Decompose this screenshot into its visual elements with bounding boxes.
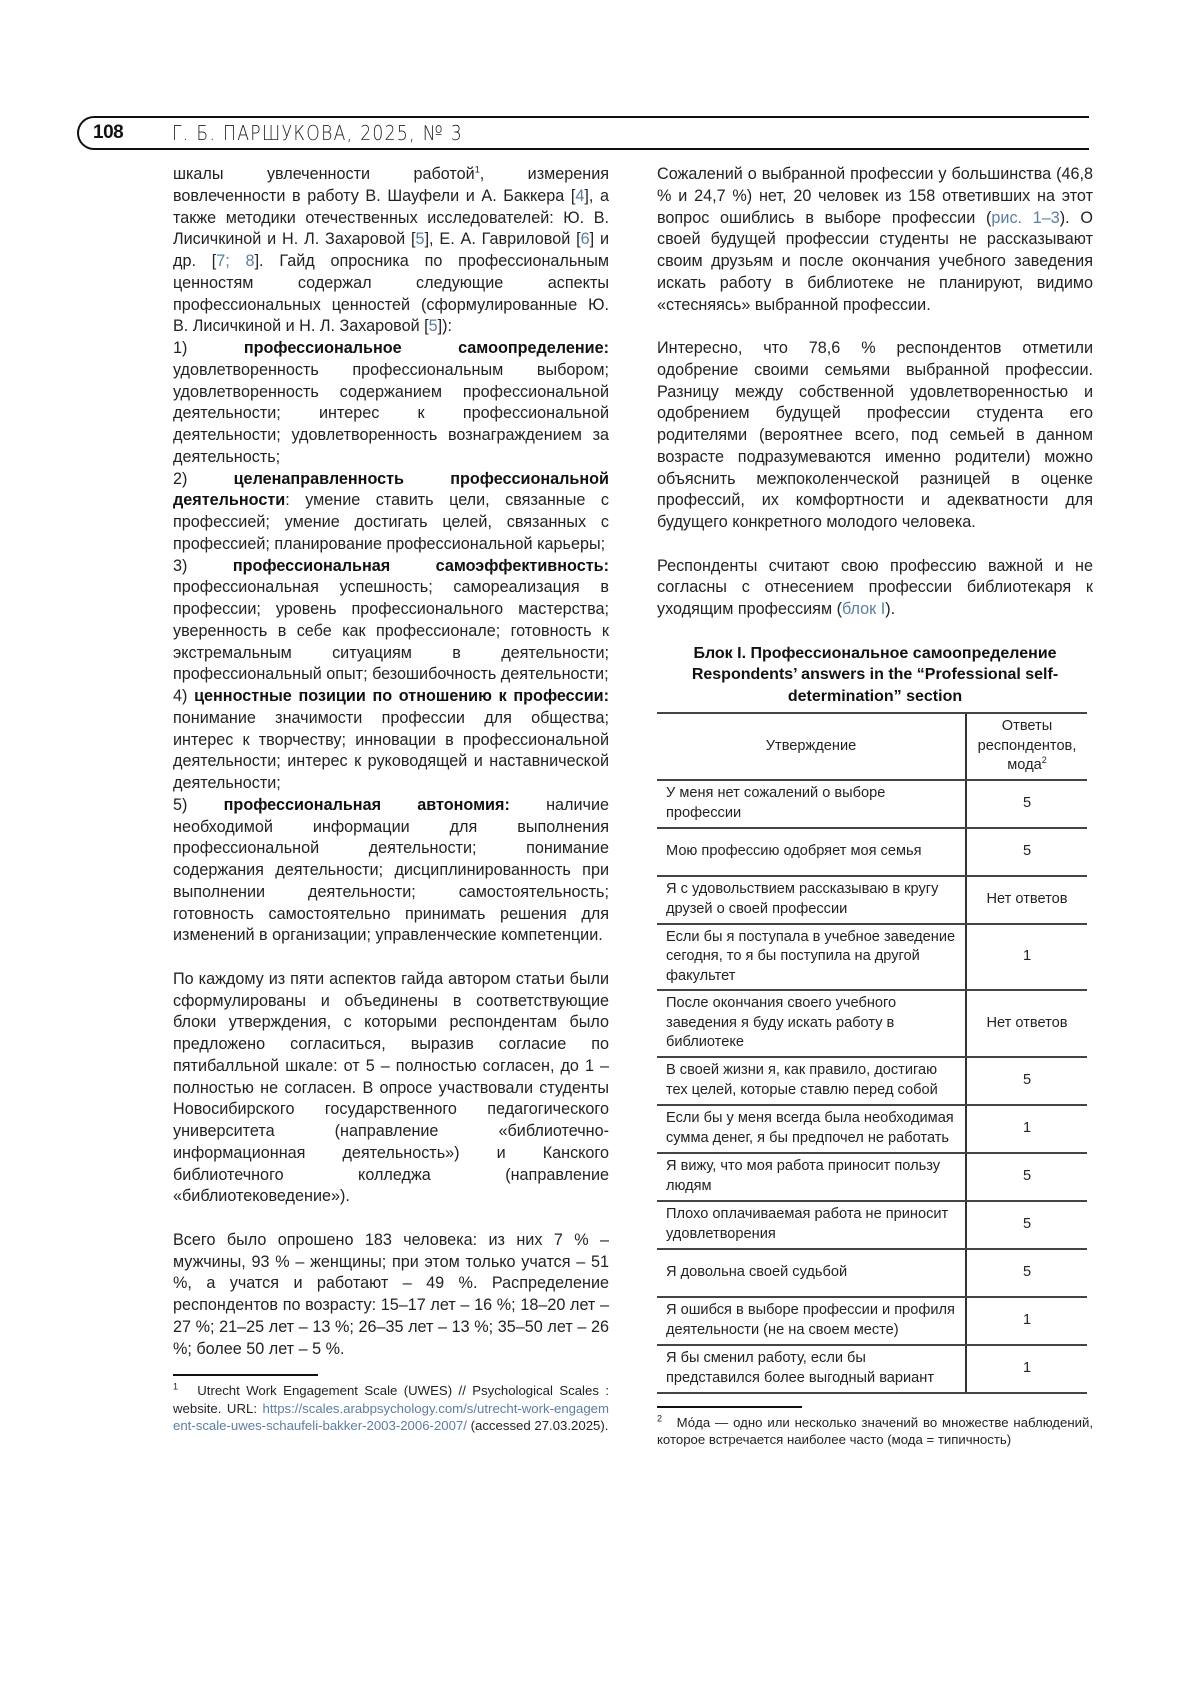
paragraph (173, 795, 609, 947)
bold-term: профессиональная автономия: (223, 795, 510, 814)
statement-cell: Я бы сменил работу, если бы представился более выгодный вариант (657, 1345, 966, 1393)
paragraph (173, 338, 609, 469)
citation-link[interactable]: 5 (415, 230, 425, 249)
left-column (173, 164, 609, 1435)
statement-cell: Если бы у меня всегда была необходимая сумма денег, я бы предпочел не работать (657, 1105, 966, 1153)
text-run: ). (885, 600, 896, 618)
text-run: : умение ставить цели, связанные с профессией; умение достигать целей, связанных с профессией; планирование профессиональной карьеры; (173, 491, 609, 553)
text-run: ]. Гайд опросника по профессиональным ценностям содержал следующие аспекты профессиональных ценностей (сформулированные Ю. В. Лисичкиной и Н. Л. Захаровой [ (173, 252, 609, 336)
table-row (657, 990, 1087, 1057)
text-run: Интересно, что 78,6 % респондентов отметили одобрение своими семьями выбранной профессии. Разницу между собственной удовлетворенностью и одобрением будущей профессии студента его родителями (вероятнее всего, под семьей в данном возрасте подразумеваются именно родители) можно объяснить межпоколенческой разницей в оценке профессий, их комфортности и адекватности для будущего конкретного молодого человека. (657, 339, 1093, 531)
footnote-mark: 2 (657, 1413, 663, 1424)
answer-cell: 1 (966, 1345, 1087, 1393)
text-run: 1) (173, 339, 244, 357)
footnote-text: Utrecht Work Engagement Scale (UWES) // Psychological Scales : website. URL: (173, 1383, 609, 1416)
text-run: По каждому из пяти аспектов гайда автором статьи были сформулированы и объединены в соответствующие блоки утверждения, с которыми респондентам было предложено согласиться, выразив согласие по пятибалльной шкале: от 5 – полностью согласен, до 1 – полностью не согласен. В опросе участвовали студенты Новосибирского государственного педагогического университета (направление «библиотечно-информационная деятельность») и Канского библиотечного колледжа (направление «библиотековедение»). (173, 969, 609, 1206)
answer-cell: 5 (966, 1153, 1087, 1201)
table-row (657, 780, 1087, 828)
table-row (657, 1297, 1087, 1345)
col-answers-header (966, 713, 1087, 780)
statement-cell: Я довольна своей судьбой (657, 1249, 966, 1297)
answer-cell: 1 (966, 1105, 1087, 1153)
bold-term: целенаправленность профессиональной деятельности (173, 469, 609, 510)
bold-term: профессиональная самоэффективность: (232, 556, 609, 575)
paragraph (173, 686, 609, 795)
footnote-text: Мо́да — одно или несколько значений во множестве наблюдений, которое встречается наиболее часто (мода = типичность) (657, 1414, 1094, 1448)
running-head: Г. Б. ПАРШУКОВА, 2025, № 3 (172, 121, 463, 145)
statement-cell: Я ошибся в выборе профессии и профиля деятельности (не на своем месте) (657, 1297, 966, 1345)
statement-cell: Я с удовольствием рассказываю в кругу друзей о своей профессии (657, 876, 966, 924)
text-run: , измерения вовлеченности в работу В. Шауфели и А. Баккера [ (173, 165, 610, 205)
paragraph (173, 164, 609, 338)
statement-cell: После окончания своего учебного заведения я буду искать работу в библиотеке (657, 990, 966, 1057)
citation-link[interactable]: блок I (841, 600, 886, 618)
table-title-ru: Блок I. Профессиональное самоопределение (693, 644, 1057, 662)
statement-cell: Если бы я поступала в учебное заведение сегодня, то я бы поступила на другой факультет (657, 924, 966, 991)
answer-cell: 5 (966, 1057, 1087, 1105)
answer-cell: 5 (966, 1249, 1087, 1297)
citation-link[interactable]: 7; 8 (216, 252, 255, 270)
citation-link[interactable]: 4 (575, 186, 585, 205)
text-run: 3) (173, 556, 233, 575)
table-title (657, 643, 1093, 708)
left-body-text (173, 164, 609, 1360)
col-statement-header: Утверждение (657, 713, 966, 780)
right-column (657, 164, 1093, 1449)
answer-cell: 5 (966, 780, 1087, 828)
paragraph (173, 556, 609, 687)
paragraph (173, 969, 609, 1208)
table-row (657, 1153, 1087, 1201)
paragraph (173, 1230, 609, 1361)
statement-cell: У меня нет сожалений о выборе профессии (657, 780, 966, 828)
citation-link[interactable]: 6 (580, 230, 590, 249)
table-row (657, 828, 1087, 876)
table-row (657, 1057, 1087, 1105)
answer-cell: 1 (966, 924, 1087, 991)
table-row (657, 876, 1087, 924)
table-row (657, 1105, 1087, 1153)
text-run: наличие необходимой информации для выполнения профессиональной деятельности; понимание содержания деятельности; дисциплинированность при выполнении деятельности; самостоятельность; готовность самостоятельно принимать решения для изменений в организации; управленческие компетенции. (173, 795, 609, 945)
statement-cell: В своей жизни я, как правило, достигаю тех целей, которые ставлю перед собой (657, 1057, 966, 1105)
footnote-rule (173, 1374, 318, 1376)
table-title-en: Respondents’ answers in the “Professional self-determination” section (691, 666, 1059, 705)
answer-cell: 5 (966, 828, 1087, 876)
text-run: ] и др. [ (173, 230, 609, 270)
footnote-mark: 2 (1041, 755, 1047, 766)
paragraph (657, 556, 1093, 621)
text-run: ]): (437, 317, 453, 336)
text-run: профессиональная успешность; самореализация в профессии; уровень профессионального мастерства; уверенность в себе как профессионале; готовность к экстремальным ситуациям в деятельности; профессиональный опыт; безошибочность деятельности; (173, 578, 609, 684)
text-run: Сожалений о выбранной профессии у большинства (46,8 % и 24,7 %) нет, 20 человек из 158 ответивших на этот вопрос ошиблись в выборе профессии ( (657, 165, 1093, 227)
text-run: 4) (173, 687, 195, 705)
statement-cell: Плохо оплачиваемая работа не приносит удовлетворения (657, 1201, 966, 1249)
statement-cell: Мою профессию одобряет моя семья (657, 828, 966, 876)
text-run: 5) (173, 795, 224, 814)
footnote-2 (657, 1414, 1093, 1449)
bold-term: ценностные позиции по отношению к профессии: (194, 687, 609, 705)
answer-cell: 5 (966, 1201, 1087, 1249)
footnote-1 (173, 1382, 609, 1435)
paragraph (657, 164, 1093, 316)
table-row (657, 1345, 1087, 1393)
table-row (657, 1249, 1087, 1297)
text-run: ). О своей будущей профессии студенты не рассказывают своим друзьям и после окончания учебного заведения искать работу в библиотеке не планируют, видимо «стесняясь» выбранной профессии. (657, 208, 1093, 314)
table-row (657, 1201, 1087, 1249)
right-body-text (657, 164, 1093, 621)
text-run: Респонденты считают свою профессию важной и не согласны с отнесением профессии библиотекаря к уходящим профессиям ( (657, 556, 1093, 618)
answer-cell: 1 (966, 1297, 1087, 1345)
responses-table (657, 712, 1087, 1394)
footnote-rule (657, 1406, 802, 1408)
citation-link[interactable]: 5 (428, 317, 438, 336)
answer-cell: Нет ответов (966, 990, 1087, 1057)
table-row (657, 924, 1087, 991)
paragraph (657, 338, 1093, 534)
text-run: понимание значимости профессии для общества; интерес к творчеству; инновации в профессиональной деятельности; интерес к руководящей и наставнической деятельности; (173, 708, 609, 792)
footnote-suffix: (accessed 27.03.2025). (466, 1418, 609, 1434)
citation-link[interactable]: рис. 1–3 (991, 208, 1060, 227)
text-run: ], а также методики отечественных исследователей: Ю. В. Лисичкиной и Н. Л. Захаровой [ (173, 186, 609, 249)
statement-cell: Я вижу, что моя работа приносит пользу людям (657, 1153, 966, 1201)
paragraph (173, 469, 609, 556)
text-run: удовлетворенность профессиональным выбором; удовлетворенность содержанием профессиональной деятельности; интерес к профессиональной деятельности; удовлетворенность вознаграждением за деятельность; (173, 360, 609, 466)
footnote-url-link[interactable]: https://scales.arabpsychology.com/s/utrecht-work-engagement-scale-uwes-schaufeli-bakker-2003-2006-2007/ (173, 1400, 609, 1434)
col-answers-label: Ответы респондентов, мода (977, 718, 1077, 774)
text-run: 2) (173, 469, 234, 488)
answer-cell: Нет ответов (966, 876, 1087, 924)
page-number: 108 (93, 122, 124, 143)
bold-term: профессиональное самоопределение: (243, 339, 609, 357)
text-run: Всего было опрошено 183 человека: из них 7 % – мужчины, 93 % – женщины; при этом только учатся – 51 %, а учатся и работают – 49 %. Распределение респондентов по возрасту: 15–17 лет – 16 %; 18–20 лет – 27 %; 21–25 лет – 13 %; 26–35 лет – 13 %; 35–50 лет – 26 %; более 50 лет – 5 %. (173, 1230, 609, 1358)
text-run: шкалы увлеченности работой (173, 165, 475, 183)
footnote-mark: 1 (474, 164, 480, 175)
table-header-row (657, 713, 1087, 780)
footnote-mark: 1 (173, 1381, 179, 1392)
text-run: ], Е. А. Гавриловой [ (424, 230, 581, 249)
running-header (77, 116, 1089, 150)
